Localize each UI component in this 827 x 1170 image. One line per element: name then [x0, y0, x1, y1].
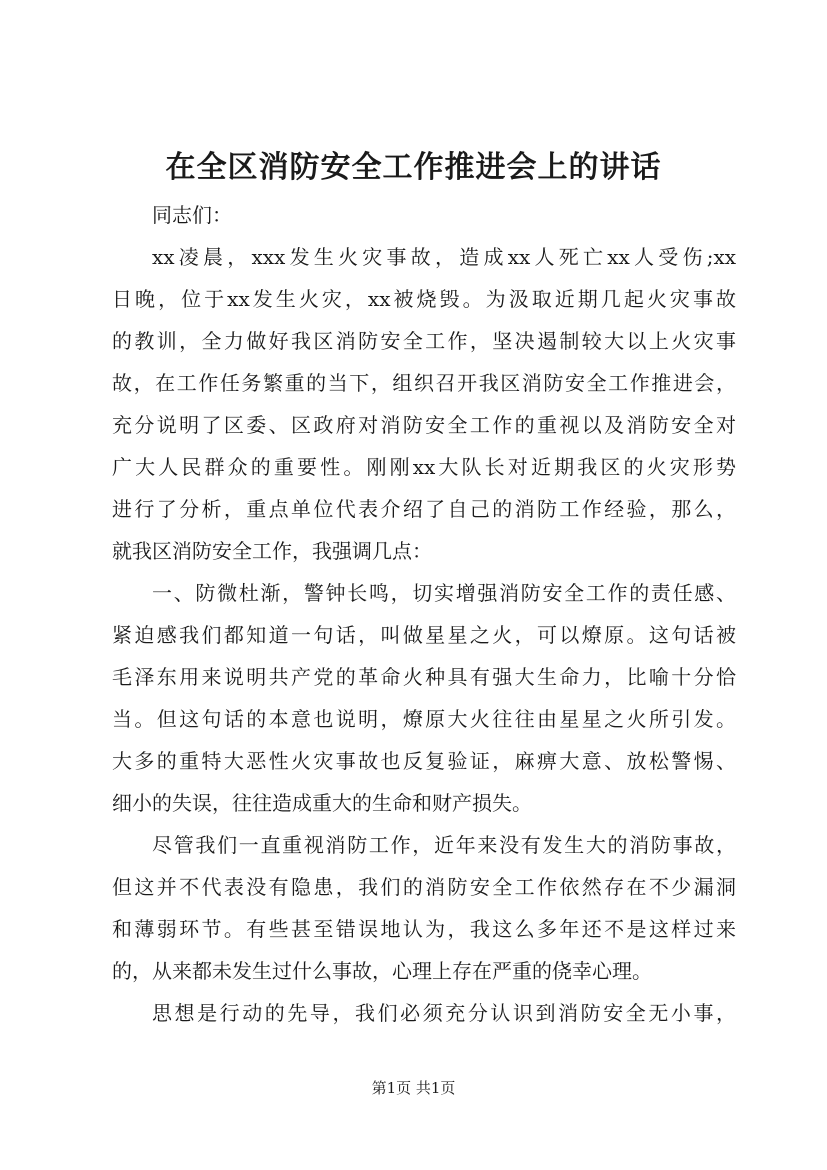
salutation: 同志们：	[152, 203, 232, 227]
document-body	[112, 194, 736, 1034]
text-line: 一、防微杜渐，警钟长鸣，切实增强消防安全工作的责任感、	[152, 581, 736, 605]
text-line: 尽管我们一直重视消防工作，近年来没有发生大的消防事故，	[152, 833, 736, 857]
text-line: 大多的重特大恶性火灾事故也反复验证，麻痹大意、放松警惕、	[112, 749, 736, 773]
text-line: 日晚，位于xx发生火灾，xx被烧毁。为汲取近期几起火灾事故	[112, 287, 736, 311]
paragraph-lines	[112, 236, 736, 1034]
text-line: 当。但这句话的本意也说明，燎原大火往往由星星之火所引发。	[112, 707, 736, 731]
text-line: 充分说明了区委、区政府对消防安全工作的重视以及消防安全对	[112, 413, 736, 437]
text-line: 但这并不代表没有隐患，我们的消防安全工作依然存在不少漏洞	[112, 875, 736, 899]
text-line: 思想是行动的先导，我们必须充分认识到消防安全无小事，	[152, 1001, 736, 1025]
page-footer: 第1页 共1页	[371, 1079, 456, 1097]
text-line: 广大人民群众的重要性。刚刚xx大队长对近期我区的火灾形势	[112, 455, 736, 479]
text-line: 就我区消防安全工作，我强调几点：	[112, 539, 432, 563]
text-line: 紧迫感我们都知道一句话，叫做星星之火，可以燎原。这句话被	[112, 623, 736, 647]
document-title: 在全区消防安全工作推进会上的讲话	[165, 150, 662, 185]
text-line: 细小的失误，往往造成重大的生命和财产损失。	[112, 791, 532, 815]
text-line: 的，从来都未发生过什么事故，心理上存在严重的侥幸心理。	[112, 959, 652, 983]
text-line: 故，在工作任务繁重的当下，组织召开我区消防安全工作推进会，	[112, 371, 736, 395]
text-line: 的教训，全力做好我区消防安全工作，坚决遏制较大以上火灾事	[112, 329, 736, 353]
text-line: 毛泽东用来说明共产党的革命火种具有强大生命力，比喻十分恰	[112, 665, 736, 689]
text-line: 进行了分析，重点单位代表介绍了自己的消防工作经验，那么，	[112, 497, 736, 521]
text-line: 和薄弱环节。有些甚至错误地认为，我这么多年还不是这样过来	[112, 917, 736, 941]
text-line: xx凌晨，xxx发生火灾事故，造成xx人死亡xx人受伤;xx	[152, 245, 736, 269]
